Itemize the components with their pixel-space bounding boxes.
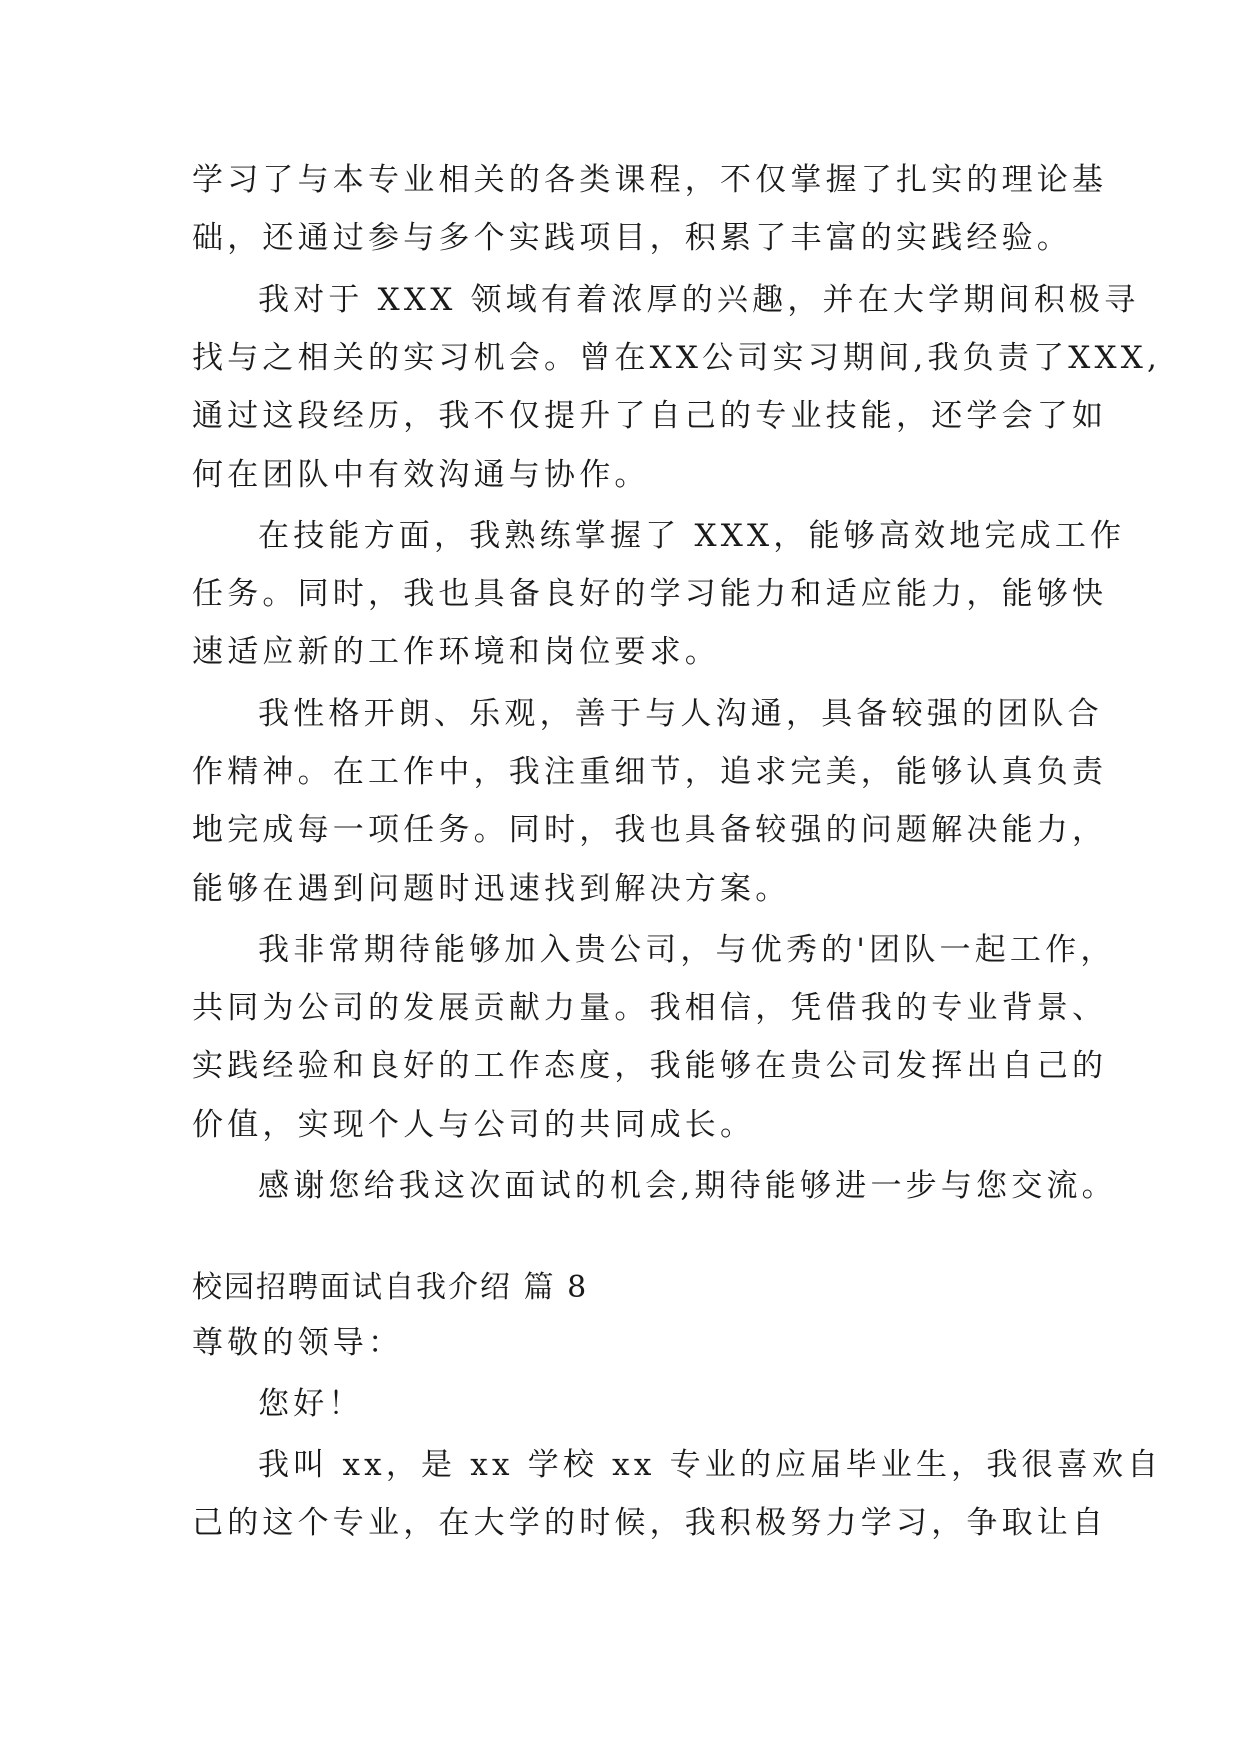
paragraph-line: 速适应新的工作环境和岗位要求。	[192, 634, 720, 670]
paragraph-line: 找与之相关的实习机会。曾在XX公司实习期间,我负责了XXX,	[192, 340, 1162, 376]
paragraph-line: 我性格开朗、乐观，善于与人沟通，具备较强的团队合	[258, 696, 1103, 732]
paragraph-line: 础，还通过参与多个实践项目，积累了丰富的实践经验。	[192, 220, 1072, 256]
paragraph-line: 感谢您给我这次面试的机会,期待能够进一步与您交流。	[258, 1168, 1117, 1204]
paragraph-line: 我叫 xx，是 xx 学校 xx 专业的应届毕业生，我很喜欢自	[258, 1447, 1163, 1483]
paragraph-line: 己的这个专业，在大学的时候，我积极努力学习，争取让自	[192, 1505, 1108, 1541]
paragraph-line: 学习了与本专业相关的各类课程，不仅掌握了扎实的理论基	[192, 162, 1108, 198]
paragraph-line: 任务。同时，我也具备良好的学习能力和适应能力，能够快	[192, 576, 1108, 612]
paragraph-line: 作精神。在工作中，我注重细节，追求完美，能够认真负责	[192, 754, 1108, 790]
paragraph-line: 实践经验和良好的工作态度，我能够在贵公司发挥出自己的	[192, 1048, 1108, 1084]
paragraph-line: 通过这段经历，我不仅提升了自己的专业技能，还学会了如	[192, 398, 1108, 434]
paragraph-line: 我非常期待能够加入贵公司，与优秀的'团队一起工作，	[258, 932, 1116, 968]
paragraph-line: 价值，实现个人与公司的共同成长。	[192, 1107, 756, 1143]
paragraph-line: 何在团队中有效沟通与协作。	[192, 457, 650, 493]
greeting: 您好！	[258, 1386, 364, 1422]
paragraph-line: 能够在遇到问题时迅速找到解决方案。	[192, 871, 791, 907]
paragraph-line: 地完成每一项任务。同时，我也具备较强的问题解决能力，	[192, 812, 1108, 848]
paragraph-line: 在技能方面，我熟练掌握了 XXX，能够高效地完成工作	[258, 518, 1126, 554]
paragraph-line: 共同为公司的发展贡献力量。我相信，凭借我的专业背景、	[192, 990, 1108, 1026]
section-heading: 校园招聘面试自我介绍 篇 8	[192, 1270, 589, 1305]
paragraph-line: 我对于 XXX 领域有着浓厚的兴趣，并在大学期间积极寻	[258, 282, 1140, 318]
salutation: 尊敬的领导：	[192, 1325, 404, 1361]
